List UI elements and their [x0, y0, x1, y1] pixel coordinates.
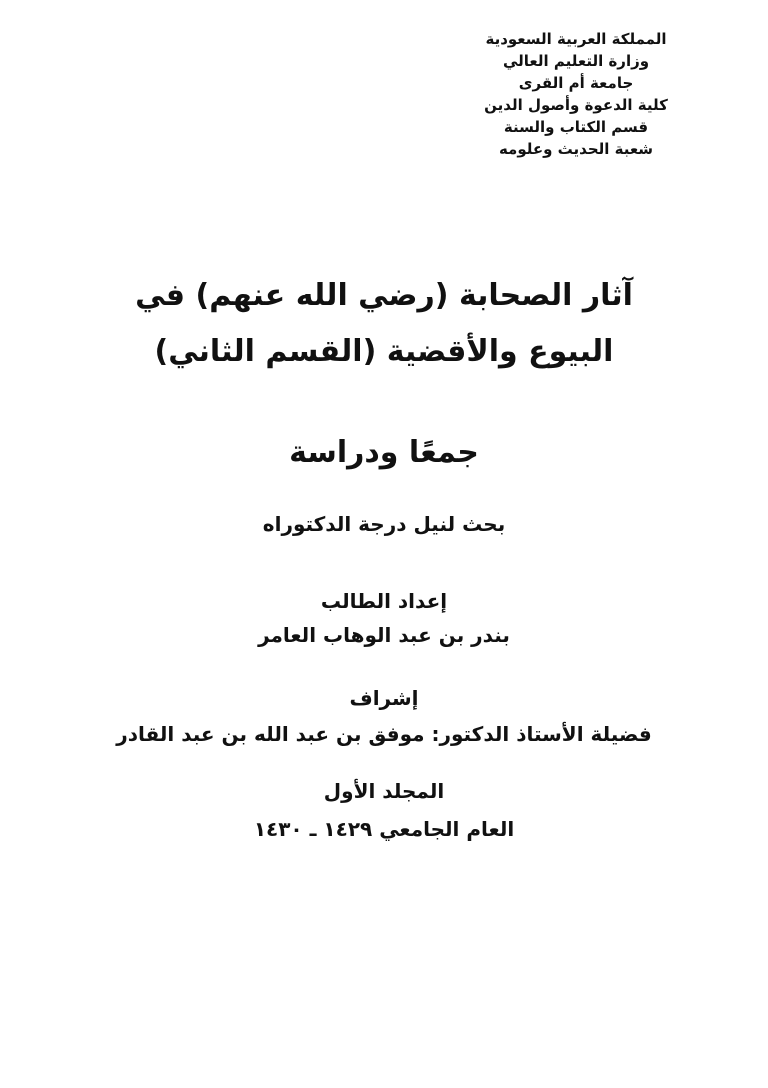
volume-label: المجلد الأول	[323, 779, 445, 803]
header-line-department: قسم الكتاب والسنة	[503, 118, 649, 136]
supervision-block	[0, 680, 768, 752]
supervisor-name: فضيلة الأستاذ الدكتور: موفق بن عبد الله بن عبد القادر	[116, 722, 652, 746]
header-line-ministry: وزارة التعليم العالي	[502, 52, 650, 70]
volume-block	[0, 772, 768, 848]
prepared-by-block	[0, 584, 768, 652]
institution-header	[476, 28, 676, 160]
header-line-kingdom: المملكة العربية السعودية	[485, 30, 667, 48]
thesis-title-line-2: البيوع والأقضية (القسم الثاني)	[154, 334, 614, 369]
thesis-subtitle: جمعًا ودراسة	[289, 435, 479, 470]
prepared-by-label: إعداد الطالب	[320, 589, 448, 613]
header-line-university: جامعة أم القرى	[518, 74, 634, 92]
thesis-title	[60, 268, 708, 380]
header-line-division: شعبة الحديث وعلومه	[498, 140, 654, 158]
academic-year: العام الجامعي ١٤٢٩ ـ ١٤٣٠	[253, 817, 515, 841]
student-name: بندر بن عبد الوهاب العامر	[258, 623, 510, 647]
supervision-label: إشراف	[349, 686, 419, 710]
thesis-title-line-1: آثار الصحابة (رضي الله عنهم) في	[135, 278, 633, 313]
header-line-college: كلية الدعوة وأصول الدين	[484, 96, 668, 114]
degree-statement: بحث لنيل درجة الدكتوراه	[262, 512, 506, 536]
